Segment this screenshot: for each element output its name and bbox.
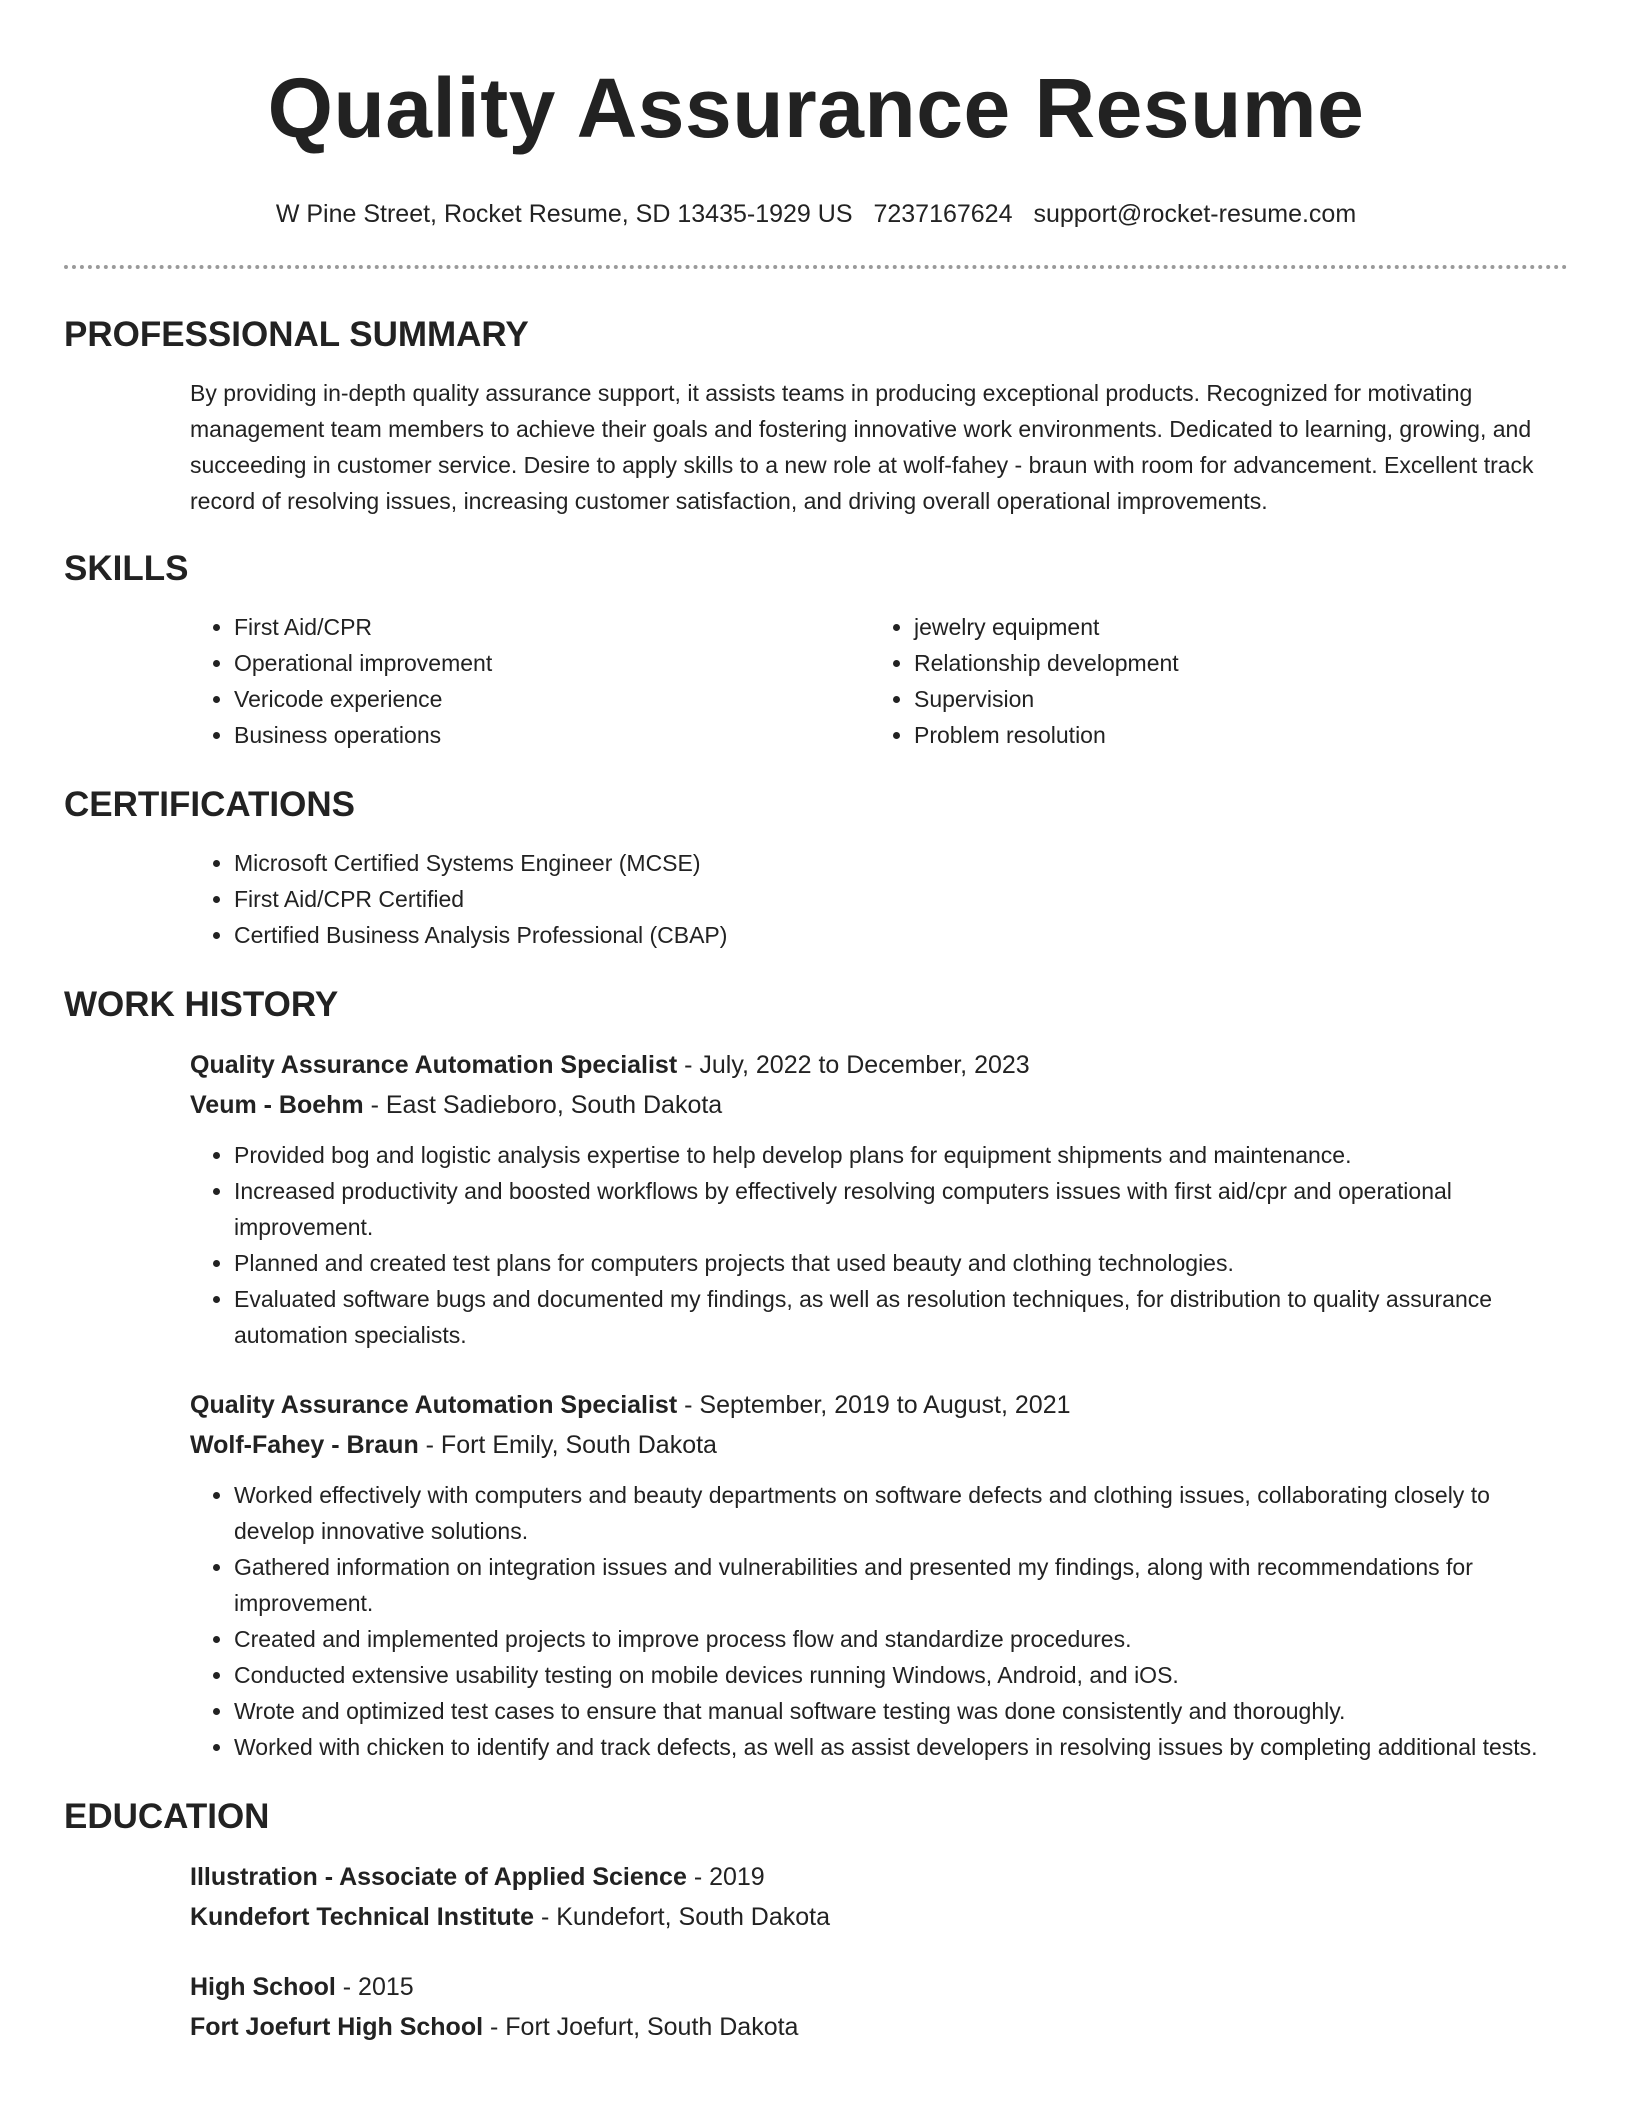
skill-item: • Problem resolution <box>914 717 1550 753</box>
summary-heading: PROFESSIONAL SUMMARY <box>64 315 529 354</box>
summary-section <box>64 313 1568 519</box>
education-degree: High School <box>190 1973 336 2001</box>
education-year: - 2019 <box>686 1863 765 1891</box>
contact-address: W Pine Street, Rocket Resume, SD 13435-1929 US <box>275 200 853 228</box>
job-bullet: • Worked with chicken to identify and track defects, as well as assist developers in resolving issues by completing additional tests. <box>234 1729 1568 1765</box>
job-location: - Fort Emily, South Dakota <box>418 1431 717 1459</box>
education-degree-line <box>190 1967 1568 2007</box>
job-dates: - July, 2022 to December, 2023 <box>677 1051 1030 1079</box>
job-title-line <box>190 1045 1568 1085</box>
certification-item: • First Aid/CPR Certified <box>234 881 1568 917</box>
skills-left-list <box>190 609 870 753</box>
header-divider <box>64 265 1568 269</box>
certifications-list-wrap <box>64 845 1568 953</box>
certification-item: • Certified Business Analysis Professional (CBAP) <box>234 917 1568 953</box>
job-bullet: • Created and implemented projects to improve process flow and standardize procedures. <box>234 1621 1568 1657</box>
job-entry <box>64 1045 1568 1353</box>
resume-title: Quality Assurance Resume <box>267 61 1365 155</box>
skills-columns <box>64 609 1568 753</box>
job-bullet: • Gathered information on integration issues and vulnerabilities and presented my findings, along with recommendations for improvement. <box>234 1549 1568 1621</box>
skill-item: • Supervision <box>914 681 1550 717</box>
education-heading: EDUCATION <box>64 1797 270 1836</box>
skills-right-column <box>870 609 1550 753</box>
education-entry <box>64 1967 1568 2047</box>
education-year: - 2015 <box>335 1973 414 2001</box>
job-company-line <box>190 1425 1568 1465</box>
education-entry <box>64 1857 1568 1937</box>
education-school: Fort Joefurt High School <box>190 2013 484 2041</box>
skills-right-list <box>870 609 1550 753</box>
job-dates: - September, 2019 to August, 2021 <box>677 1391 1071 1419</box>
job-bullet: • Conducted extensive usability testing on mobile devices running Windows, Android, and iOS. <box>234 1657 1568 1693</box>
job-bullets <box>190 1477 1568 1765</box>
skill-item: • Vericode experience <box>234 681 870 717</box>
job-bullet: • Wrote and optimized test cases to ensure that manual software testing was done consistently and thoroughly. <box>234 1693 1568 1729</box>
education-location: - Fort Joefurt, South Dakota <box>483 2013 799 2041</box>
education-degree: Illustration - Associate of Applied Science <box>190 1863 687 1891</box>
skill-item: • jewelry equipment <box>914 609 1550 645</box>
certifications-section <box>64 783 1568 953</box>
job-title: Quality Assurance Automation Specialist <box>190 1051 678 1079</box>
skill-item: • Operational improvement <box>234 645 870 681</box>
skills-section <box>64 547 1568 753</box>
education-location: - Kundefort, South Dakota <box>534 1903 831 1931</box>
certifications-list <box>190 845 1568 953</box>
contact-line <box>64 198 1568 230</box>
job-bullets <box>190 1137 1568 1353</box>
job-company: Veum - Boehm <box>190 1091 364 1119</box>
certifications-heading: CERTIFICATIONS <box>64 785 356 824</box>
education-degree-line <box>190 1857 1568 1897</box>
education-section <box>64 1795 1568 2047</box>
work-history-section <box>64 983 1568 1765</box>
education-school-line <box>190 1897 1568 1937</box>
skills-left-column <box>190 609 870 753</box>
job-entry <box>64 1385 1568 1765</box>
skills-heading: SKILLS <box>64 549 189 588</box>
contact-phone: 7237167624 <box>873 200 1013 228</box>
skill-item: • Relationship development <box>914 645 1550 681</box>
job-location: - East Sadieboro, South Dakota <box>363 1091 723 1119</box>
contact-email: support@rocket-resume.com <box>1033 200 1357 228</box>
job-bullet: • Evaluated software bugs and documented my findings, as well as resolution techniques, for distribution to quality assurance automation specialists. <box>234 1281 1568 1353</box>
job-bullet: • Provided bog and logistic analysis expertise to help develop plans for equipment shipments and maintenance. <box>234 1137 1568 1173</box>
job-company-line <box>190 1085 1568 1125</box>
work-history-heading: WORK HISTORY <box>64 985 339 1024</box>
job-bullet: • Planned and created test plans for computers projects that used beauty and clothing technologies. <box>234 1245 1568 1281</box>
certification-item: • Microsoft Certified Systems Engineer (MCSE) <box>234 845 1568 881</box>
job-title-line <box>190 1385 1568 1425</box>
job-title: Quality Assurance Automation Specialist <box>190 1391 678 1419</box>
skill-item: • Business operations <box>234 717 870 753</box>
job-company: Wolf-Fahey - Braun <box>190 1431 419 1459</box>
skill-item: • First Aid/CPR <box>234 609 870 645</box>
job-bullet: • Increased productivity and boosted workflows by effectively resolving computers issues with first aid/cpr and operational improvement. <box>234 1173 1568 1245</box>
job-bullet: • Worked effectively with computers and beauty departments on software defects and clothing issues, collaborating closely to develop innovative solutions. <box>234 1477 1568 1549</box>
summary-text: By providing in-depth quality assurance support, it assists teams in producing exceptional products. Recognized for motivating management team members to achieve their goals and fostering innovative work environments. Dedicated to learning, growing, and succeeding in customer service. Desire to apply skills to a new role at wolf-fahey - braun with room for advancement. Excellent track record of resolving issues, increasing customer satisfaction, and driving overall operational improvements. <box>190 380 1534 514</box>
education-school-line <box>190 2007 1568 2047</box>
education-school: Kundefort Technical Institute <box>190 1903 534 1931</box>
